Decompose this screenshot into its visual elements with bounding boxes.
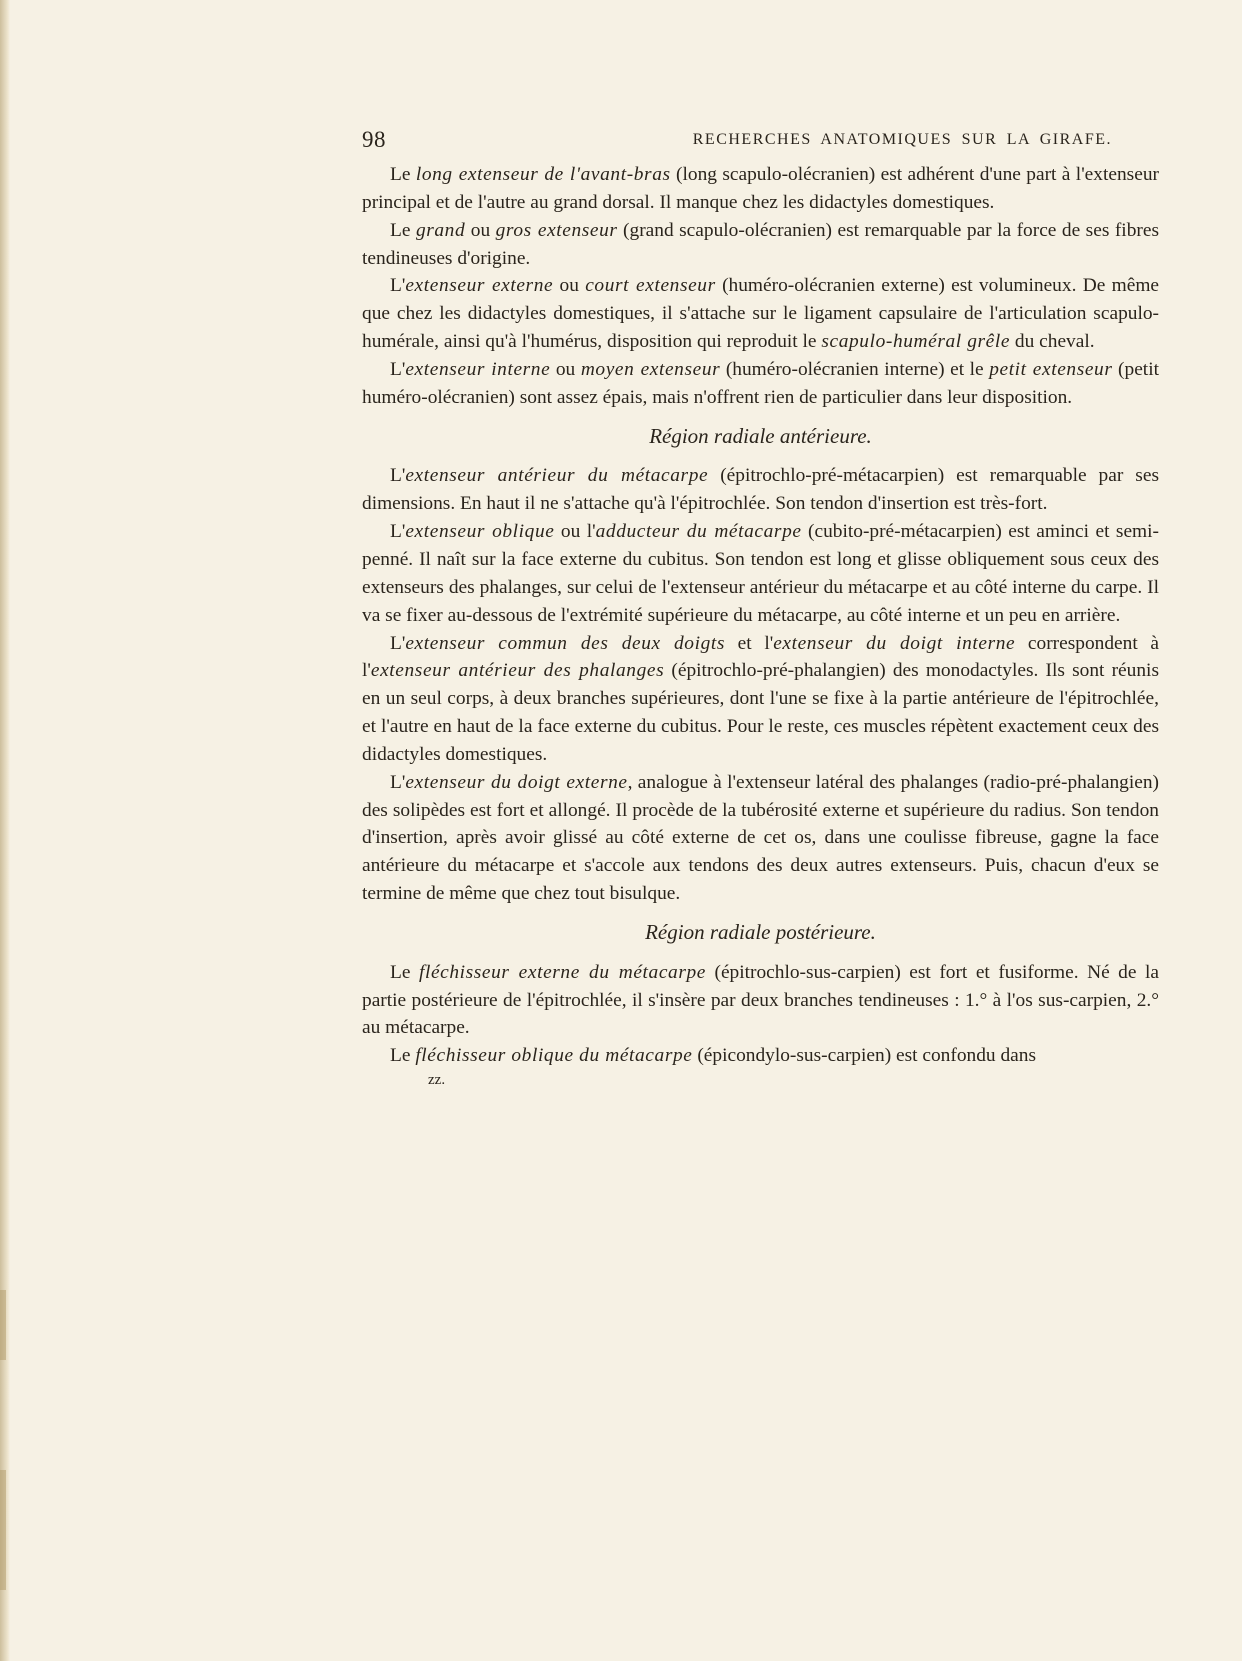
muscle-name: gros extenseur: [495, 219, 618, 241]
muscle-name: scapulo-huméral grêle: [821, 331, 1011, 353]
text-run: (long scapulo-olécranien) est adhérent d'une part à l'extenseur principal et de l'autre au grand dorsal. Il manque chez les didactyles domestiques.: [362, 164, 1159, 213]
muscle-name: court extenseur: [585, 275, 716, 297]
muscle-name: extenseur antérieur des phalanges: [370, 660, 665, 682]
text-run: (cubito-pré-métacarpien) est aminci et semi-penné. Il naît sur la face externe du cubitus. Son tendon est long et glisse obliquement sous ceux des extenseurs des phalanges, sur celui de l'extenseur antérieur du métacarpe et au côté interne du carpe. Il va se fixer au-dessous de l'extrémité supérieure du métacarpe, au côté interne et un peu en arrière.: [362, 521, 1159, 626]
body-text: [362, 161, 1159, 1090]
text-run: (petit huméro-olécranien) sont assez épais, mais n'offrent rien de particulier dans leur disposition.: [362, 358, 1159, 408]
text-run: et l': [725, 632, 774, 654]
paragraph: [362, 161, 1159, 217]
text-run: (grand scapulo-olécranien) est remarquable par la force de ses fibres tendineuses d'origine.: [362, 219, 1159, 269]
muscle-name: fléchisseur oblique du métacarpe: [415, 1045, 693, 1067]
paragraph: [362, 272, 1159, 356]
muscle-name: extenseur antérieur du métacarpe: [405, 465, 709, 487]
muscle-name: extenseur interne: [405, 358, 551, 380]
text-run: L': [390, 632, 406, 654]
text-run: ou: [550, 358, 581, 380]
binding-stain: [0, 1470, 6, 1590]
text-run: Le: [390, 961, 419, 983]
page-header: [362, 127, 1132, 153]
text-run: (épitrochlo-pré-métacarpien) est remarquable par ses dimensions. En haut il ne s'attache qu'à l'épitrochlée. Son tendon d'insertion est très-fort.: [362, 465, 1160, 515]
muscle-name: petit extenseur: [989, 358, 1113, 380]
muscle-name: adducteur du métacarpe: [595, 521, 802, 543]
text-run: (épitrochlo-sus-carpien) est fort et fusiforme. Né de la partie postérieure de l'épitrochlée, il s'insère par deux branches tendineuses : 1.° à l'os sus-carpien, 2.° au métacarpe.: [362, 961, 1159, 1039]
text-run: correspondent à l': [362, 632, 1159, 682]
text-run: Le: [390, 164, 416, 185]
muscle-name: moyen extenseur: [580, 358, 721, 380]
text-run: L': [390, 465, 406, 487]
signature-mark: zz.: [428, 1072, 446, 1089]
muscle-name: extenseur du doigt externe: [405, 771, 628, 793]
text-run: (épitrochlo-pré-phalangien) des monodactyles. Ils sont réunis en un seul corps, à deux branches supérieures, dont l'une se fixe à la partie antérieure de l'épitrochlée, et l'autre en haut de la face externe du cubitus. Pour le reste, ces muscles répètent exactement ceux des didactyles domestiques.: [362, 660, 1159, 765]
muscle-name: grand: [415, 219, 466, 241]
text-run: Le: [390, 1045, 416, 1067]
text-run: ou: [465, 219, 496, 241]
text-run: du cheval.: [1010, 331, 1095, 353]
section-heading: Région radiale antérieure.: [649, 423, 872, 448]
binding-edge: [0, 0, 10, 1661]
muscle-name: extenseur externe: [405, 275, 554, 297]
muscle-name: extenseur du doigt interne: [773, 632, 1016, 654]
binding-stain: [0, 1290, 6, 1360]
paragraph: [362, 769, 1159, 908]
running-title: RECHERCHES ANATOMIQUES SUR LA GIRAFE.: [692, 131, 1112, 148]
page-number: 98: [362, 127, 386, 152]
paragraph: [362, 630, 1159, 769]
paragraph: [362, 462, 1159, 518]
text-run: (épicondylo-sus-carpien) est confondu dans: [692, 1045, 1037, 1067]
paragraph: [362, 959, 1159, 1043]
paragraph: [362, 518, 1159, 629]
muscle-name: fléchisseur externe du métacarpe: [418, 961, 706, 983]
text-run: L': [390, 358, 406, 380]
text-run: L': [390, 275, 406, 297]
text-run: , analogue à l'extenseur latéral des phalanges (radio-pré-phalangien) des solipèdes est fort et allongé. Il procède de la tubérosité externe et supérieure du radius. Son tendon d'insertion, après avoir glissé au côté externe de cet os, dans une coulisse fibreuse, gagne la face antérieure du métacarpe et s'accole aux tendons des deux autres extenseurs. Puis, chacun d'eux se termine de même que chez tout bisulque.: [362, 771, 1160, 905]
text-run: L': [390, 521, 406, 543]
muscle-name: extenseur oblique: [405, 521, 555, 543]
text-run: (huméro-olécranien externe) est volumineux. De même que chez les didactyles domestiques, il s'attache sur le ligament capsulaire de l'articulation scapulo-humérale, ainsi qu'à l'humérus, disposition qui reproduit le: [362, 275, 1160, 353]
text-run: ou: [553, 275, 586, 297]
text-run: ou l': [554, 521, 596, 543]
paragraph: [362, 1042, 1159, 1070]
text-run: Le: [390, 219, 416, 241]
paragraph: [362, 217, 1159, 273]
muscle-name: extenseur commun des deux doigts: [405, 632, 726, 654]
section-heading: Région radiale postérieure.: [645, 919, 876, 944]
muscle-name: long extenseur de l'avant-bras: [415, 164, 671, 185]
text-run: (huméro-olécranien interne) et le: [720, 358, 990, 380]
text-run: L': [390, 771, 406, 793]
paragraph: [362, 356, 1159, 412]
